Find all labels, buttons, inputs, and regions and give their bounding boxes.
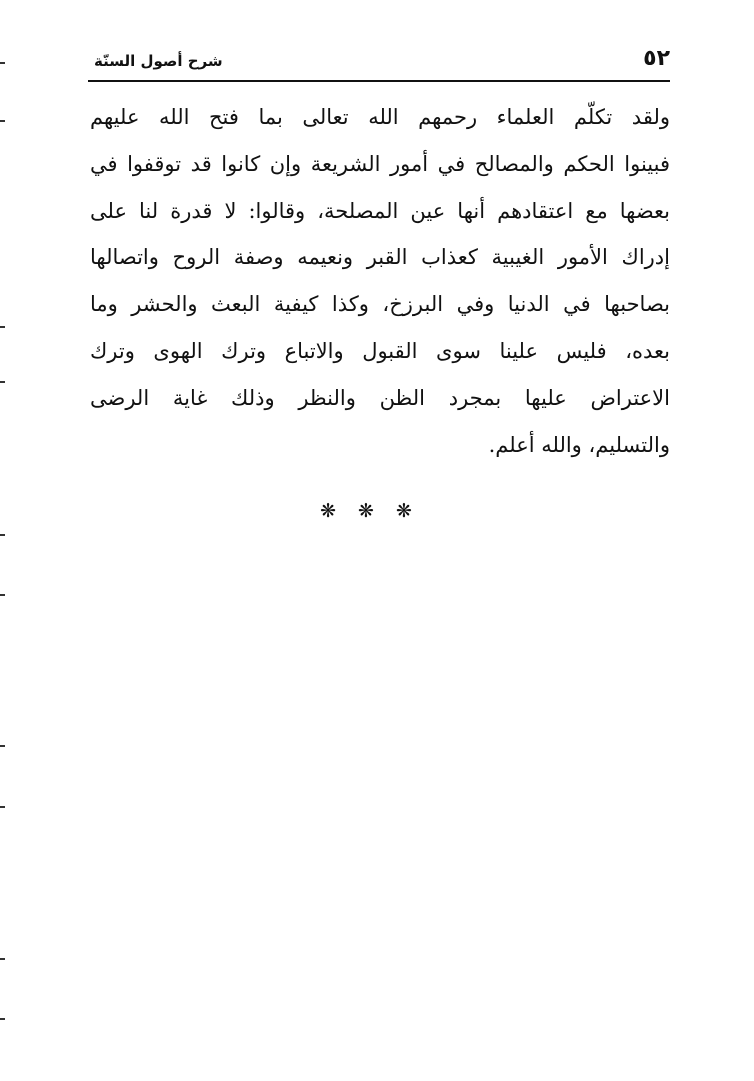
page-number: ٥٢ xyxy=(643,46,670,71)
scan-speck xyxy=(0,120,5,122)
text-line: الاعتراض عليها بمجرد الظن والنظر وذلك غاية الرضى xyxy=(90,385,670,410)
body-paragraph xyxy=(90,94,670,468)
scan-speck xyxy=(0,326,5,328)
scan-speck xyxy=(0,1018,5,1020)
scan-speck xyxy=(0,806,5,808)
scan-speck xyxy=(0,534,5,536)
text-line: فبينوا الحكم والمصالح في أمور الشريعة وإن كانوا قد توقفوا في xyxy=(90,151,670,176)
text-line: إدراك الأمور الغيبية كعذاب القبر ونعيمه وصفة الروح واتصالها xyxy=(90,245,670,270)
page-header xyxy=(88,40,670,84)
header-rule xyxy=(88,80,670,82)
text-line: بعضها مع اعتقادهم أنها عين المصلحة، وقالوا: لا قدرة لنا على xyxy=(90,198,670,223)
scan-speck xyxy=(0,594,5,596)
section-separator: ❋❋❋ xyxy=(320,500,434,522)
text-line: بعده، فليس علينا سوى القبول والاتباع وترك الهوى وترك xyxy=(90,338,670,363)
scan-speck xyxy=(0,745,5,747)
text-line: بصاحبها في الدنيا وفي البرزخ، وكذا كيفية البعث والحشر وما xyxy=(90,292,670,317)
running-title: شرح أصول السنّة xyxy=(94,52,223,70)
text-line: والتسليم، والله أعلم. xyxy=(488,432,670,457)
scan-speck xyxy=(0,62,5,64)
scan-speck xyxy=(0,381,5,383)
scan-speck xyxy=(0,958,5,960)
text-line: ولقد تكلّم العلماء رحمهم الله تعالى بما فتح الله عليهم xyxy=(90,105,670,129)
